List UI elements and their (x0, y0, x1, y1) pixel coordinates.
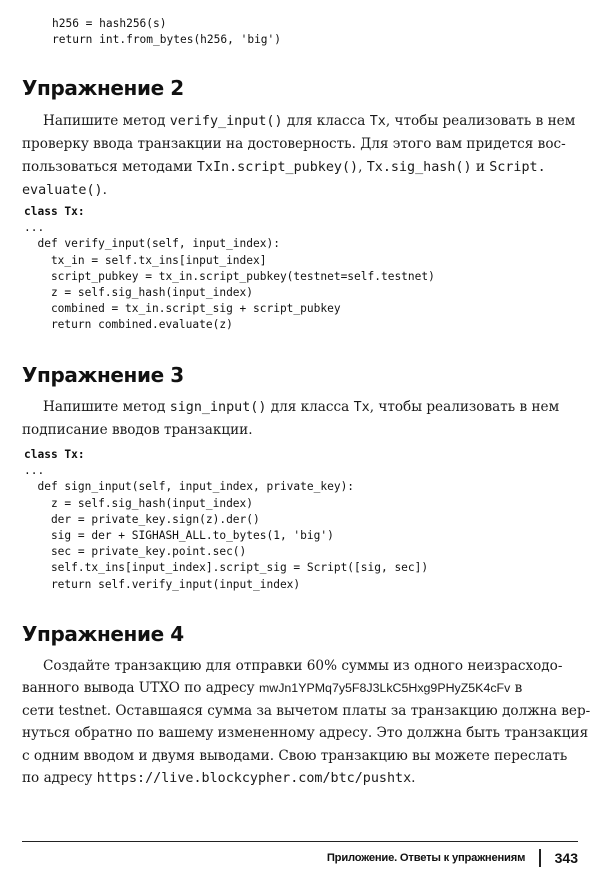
code-line: sig = der + SIGHASH_ALL.to_bytes(1, 'big') (24, 528, 334, 542)
code-line: class Tx: (24, 205, 85, 218)
code-line: return self.verify_input(input_index) (24, 577, 301, 591)
code-line: ... (24, 221, 45, 235)
text-line: Создайте транзакцию для отправки 60% суммы из одного неизрасходо- (43, 658, 563, 674)
code-line: combined = tx_in.script_sig + script_pubkey (24, 302, 341, 316)
text-line: по адресу https://live.blockcypher.com/btc/pushtx. (22, 770, 416, 787)
page-footer (327, 848, 578, 868)
text-line: evaluate(). (22, 182, 107, 199)
exercise-3-text (22, 396, 584, 442)
text-line: Напишите метод sign_input() для класса Tx, чтобы реализовать в нем (43, 399, 560, 415)
text-line: Напишите метод verify_input() для класса Tx, чтобы реализовать в нем (43, 113, 576, 129)
exercise-3-heading: Упражнение 3 (22, 363, 184, 387)
pushtx-url: https://live.blockcypher.com/btc/pushtx (96, 771, 412, 787)
footer-separator (539, 849, 541, 867)
exercise-4-heading: Упражнение 4 (22, 622, 184, 646)
text-line: подписание вводов транзакции. (22, 422, 253, 439)
code-line: h256 = hash256(s) (52, 17, 167, 30)
exercise-3-code (24, 447, 428, 593)
code-line: der = private_key.sign(z).der() (24, 512, 260, 526)
exercise-2-code (24, 204, 435, 334)
top-code-block (52, 16, 281, 48)
footer-divider (22, 841, 578, 842)
bitcoin-address: mwJn1YPMq7y5F8J3LkC5Hxg9PHyZ5K4cFv (258, 681, 511, 696)
code-line: z = self.sig_hash(input_index) (24, 285, 254, 299)
code-line: tx_in = self.tx_ins[input_index] (24, 253, 267, 267)
code-line: self.tx_ins[input_index].script_sig = Script([sig, sec]) (24, 561, 429, 575)
code-line: def verify_input(self, input_index): (24, 237, 280, 251)
code-line: z = self.sig_hash(input_index) (24, 496, 254, 510)
text-line: пользоваться методами TxIn.script_pubkey(), Tx.sig_hash() и Script. (22, 158, 546, 175)
code-line: class Tx: (24, 448, 85, 461)
text-line: с одним вводом и двумя выводами. Свою транзакцию вы можете переслать (22, 747, 568, 764)
code-line: return int.from_bytes(h256, 'big') (52, 33, 282, 47)
page-number: 343 (554, 850, 578, 866)
code-line: script_pubkey = tx_in.script_pubkey(testnet=self.testnet) (24, 269, 435, 283)
text-line: ванного вывода UTXO по адресу mwJn1YPMq7y5F8J3LkC5Hxg9PHyZ5K4cFv в (22, 680, 523, 697)
exercise-2-heading: Упражнение 2 (22, 76, 184, 100)
code-line: return combined.evaluate(z) (24, 318, 233, 332)
code-line: ... (24, 464, 45, 478)
running-title: Приложение. Ответы к упражнениям (326, 852, 526, 864)
text-line: нуться обратно по вашему измененному адресу. Это должна быть транзакция (22, 725, 589, 742)
exercise-4-text (22, 655, 591, 790)
exercise-2-text (22, 110, 584, 203)
text-line: проверку ввода транзакции на достоверность. Для этого вам придется вос- (22, 136, 566, 153)
code-line: sec = private_key.point.sec() (24, 545, 247, 559)
code-line: def sign_input(self, input_index, private_key): (24, 480, 355, 494)
text-line: сети testnet. Оставшаяся сумма за вычетом платы за транзакцию должна вер- (22, 702, 591, 719)
